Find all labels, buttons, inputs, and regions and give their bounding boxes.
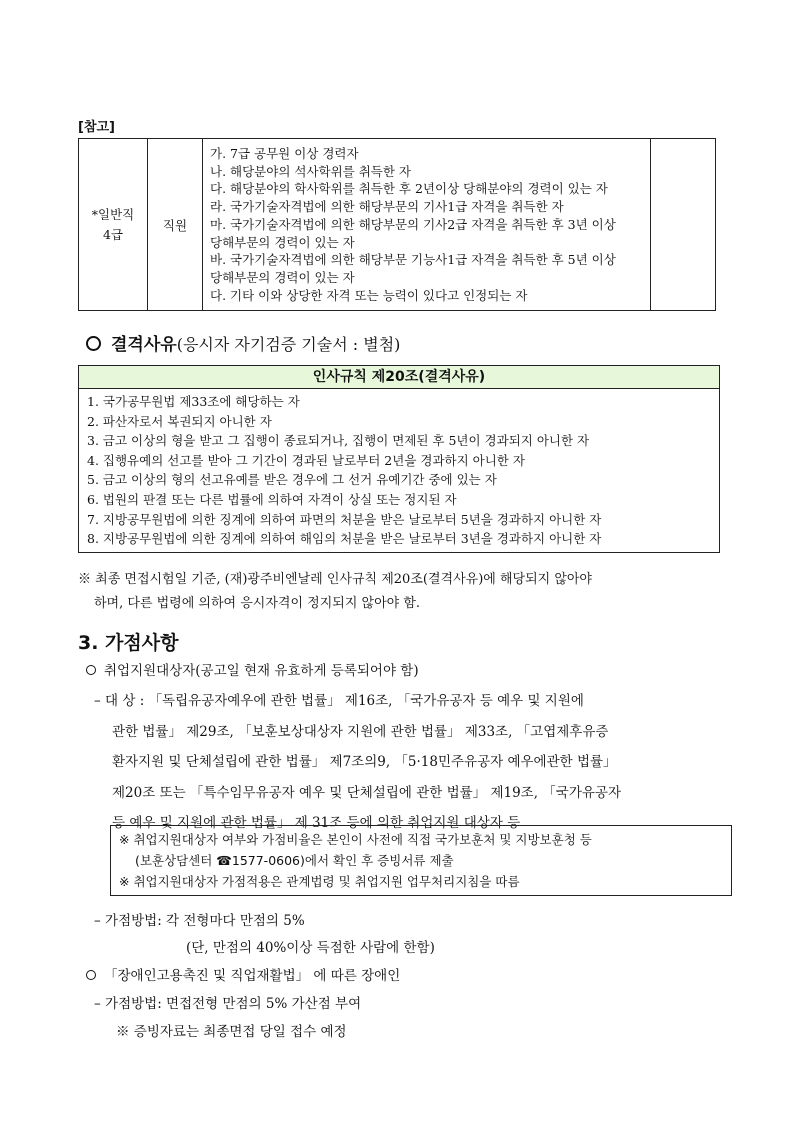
qualification-cell — [203, 139, 651, 311]
bonus-method-1: – 가점방법: 각 전형마다 만점의 5% — [94, 913, 305, 929]
bonus-item-title: 취업지원대상자(공고일 현재 유효하게 등록되어야 함) — [104, 663, 419, 679]
bonus-method-2-note: ※ 증빙자료는 최종면접 당일 접수 예정 — [116, 1024, 347, 1040]
section-subtitle: (응시자 자기검증 기술서 : 별첨) — [176, 335, 401, 354]
bonus-method-2: – 가점방법: 면접전형 만점의 5% 가산점 부여 — [94, 996, 362, 1012]
position-cell: 직원 — [148, 139, 203, 311]
notice-box — [110, 825, 732, 896]
grade-cell — [79, 139, 148, 311]
list-item: 5. 금고 이상의 형의 선고유예를 받은 경우에 그 선거 유예기간 중에 있는 자 — [87, 472, 497, 488]
circle-bullet-icon — [86, 970, 96, 980]
rule-header: 인사규칙 제20조(결격사유) — [79, 366, 719, 389]
note-line: ※ 최종 면접시험일 기준, (재)광주비엔날레 인사규칙 제20조(결격사유)에 해당되지 않아야 — [78, 572, 592, 587]
bonus-item-1 — [86, 659, 419, 679]
bonus-heading: 3. 가점사항 — [78, 632, 179, 654]
bonus-item-title: 「장애인고용촉진 및 직업재활법」 에 따른 장애인 — [104, 968, 401, 984]
qualification-line: 마. 국가기술자격법에 의한 해당부문의 기사2급 자격을 취득한 후 3년 이상 — [210, 216, 616, 232]
disqualification-title — [86, 330, 400, 355]
list-item: 8. 지방공무원법에 의한 징계에 의하여 해임의 처분을 받은 날로부터 3년을 경과하지 아니한 자 — [87, 531, 602, 547]
qualification-line: 당해부문의 경력이 있는 자 — [210, 269, 355, 285]
circle-bullet-icon — [86, 665, 96, 675]
bonus-target-text — [94, 686, 621, 839]
qualification-line: 당해부문의 경력이 있는 자 — [210, 234, 355, 250]
list-item: 7. 지방공무원법에 의한 징계에 의하여 파면의 처분을 받은 날로부터 5년을 경과하지 아니한 자 — [87, 511, 602, 527]
table-row — [79, 139, 716, 311]
target-line: 환자지원 및 단체설립에 관한 법률」 제7조의9, 「5·18민주유공자 예우에관한 법률」 — [112, 754, 617, 770]
rule-list — [79, 389, 719, 552]
qualification-line: 가. 7급 공무원 이상 경력자 — [210, 146, 359, 161]
bonus-method-1-sub: (단, 만점의 40%이상 득점한 사람에 한함) — [186, 940, 435, 956]
qualification-line: 바. 국가기술자격법에 의한 해당부문 기능사1급 자격을 취득한 후 5년 이상 — [210, 252, 616, 268]
section-title-text: 결격사유 — [111, 335, 177, 355]
qualification-line: 라. 국가기술자격법에 의한 해당부문의 기사1급 자격을 취득한 자 — [210, 199, 564, 215]
note-line: 하며, 다른 법령에 의하여 응시자격이 정지되지 않아야 함. — [94, 596, 421, 611]
notice-line: (보훈상담센터 ☎1577-0606)에서 확인 후 증빙서류 제출 — [135, 853, 454, 868]
target-line: 관한 법률」 제29조, 「보훈보상대상자 지원에 관한 법률」 제33조, 「고엽제후유증 — [112, 723, 609, 740]
list-item: 1. 국가공무원법 제33조에 해당하는 자 — [87, 394, 300, 409]
qualification-table — [78, 138, 716, 311]
circle-bullet-icon — [86, 336, 101, 351]
qualification-line: 나. 해당분야의 석사학위를 취득한 자 — [210, 163, 411, 179]
rule-box — [78, 365, 720, 553]
bonus-item-2 — [86, 964, 400, 984]
list-item: 3. 금고 이상의 형을 받고 그 집행이 종료되거나, 집행이 면제된 후 5년이 경과되지 아니한 자 — [87, 433, 590, 449]
qualification-line: 다. 기타 이와 상당한 자격 또는 능력이 있다고 인정되는 자 — [210, 287, 528, 303]
empty-cell — [651, 139, 716, 311]
disqualification-note — [78, 568, 738, 616]
reference-label: [참고] — [78, 120, 115, 135]
notice-line: ※ 취업지원대상자 가점적용은 관계법령 및 취업지원 업무처리지침을 따름 — [119, 874, 520, 889]
target-line: 등 예우 및 지원에 관한 법률」 제 31조 등에 의한 취업지원 대상자 등 — [112, 815, 521, 831]
notice-line: ※ 취업지원대상자 여부와 가점비율은 본인이 사전에 직접 국가보훈처 및 지방보훈청 등 — [119, 832, 592, 847]
target-line: – 대 상 : 「독립유공자예우에 관한 법률」 제16조, 「국가유공자 등 예우 및 지원에 — [94, 693, 584, 709]
list-item: 2. 파산자로서 복권되지 아니한 자 — [87, 413, 272, 429]
list-item: 4. 집행유예의 선고를 받아 그 기간이 경과된 날로부터 2년을 경과하지 아니한 자 — [87, 452, 525, 468]
grade-line: 4급 — [102, 226, 124, 242]
list-item: 6. 법원의 판결 또는 다른 법률에 의하여 자격이 상실 또는 정지된 자 — [87, 491, 457, 507]
qualification-line: 다. 해당분야의 학사학위를 취득한 후 2년이상 당해분야의 경력이 있는 자 — [210, 181, 608, 197]
grade-line: *일반직 — [91, 206, 135, 222]
target-line: 제20조 또는 「특수임무유공자 예우 및 단체설립에 관한 법률」 제19조, 「국가유공자 — [112, 784, 621, 801]
